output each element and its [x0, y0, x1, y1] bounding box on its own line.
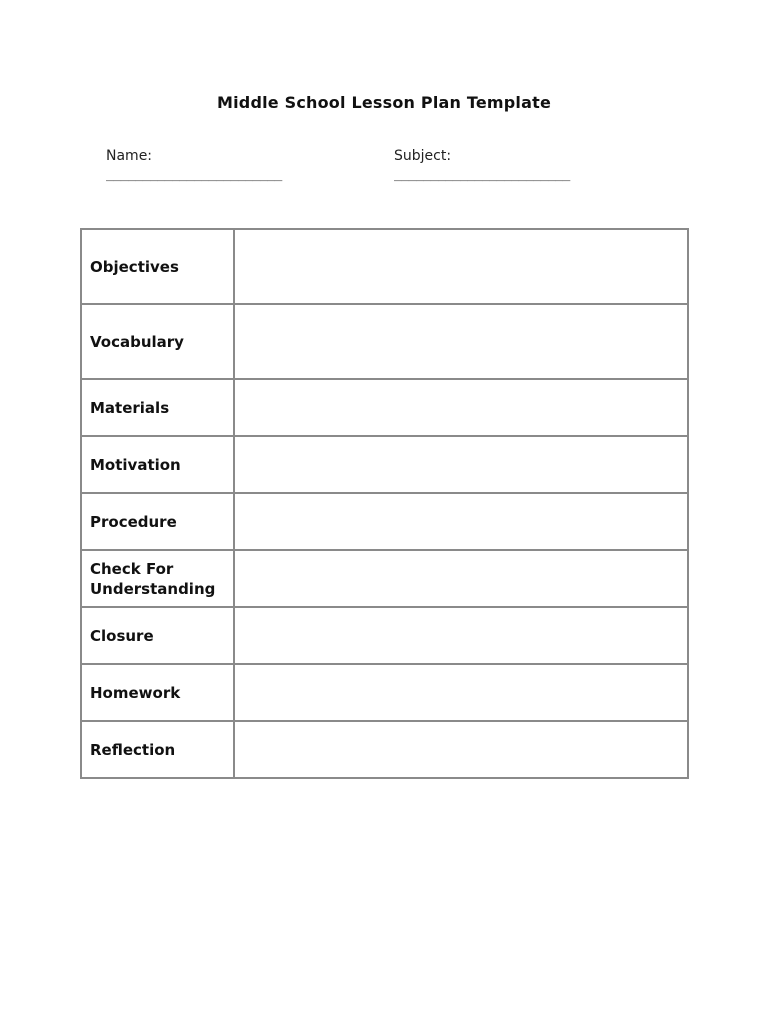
row-entry-vocabulary[interactable] — [234, 304, 688, 379]
row-entry-materials[interactable] — [234, 379, 688, 436]
table-row-vocabulary — [81, 304, 688, 379]
row-label-procedure: Procedure — [81, 493, 234, 550]
name-field[interactable] — [106, 148, 328, 182]
lesson-plan-table — [80, 228, 689, 779]
row-label-vocabulary: Vocabulary — [81, 304, 234, 379]
subject-label: Subject: — [394, 148, 452, 164]
table-row-closure — [81, 607, 688, 664]
row-label-objectives: Objectives — [81, 229, 234, 304]
row-label-reflection: Reflection — [81, 721, 234, 778]
name-blank-line[interactable]: ________________________ — [106, 168, 282, 182]
row-label-closure: Closure — [81, 607, 234, 664]
table-row-materials — [81, 379, 688, 436]
row-entry-objectives[interactable] — [234, 229, 688, 304]
page-title: Middle School Lesson Plan Template — [216, 93, 552, 112]
table-row-procedure — [81, 493, 688, 550]
row-entry-procedure[interactable] — [234, 493, 688, 550]
name-label: Name: — [106, 148, 153, 164]
row-label-homework: Homework — [81, 664, 234, 721]
table-row-objectives — [81, 229, 688, 304]
table-row-motivation — [81, 436, 688, 493]
row-entry-check-for-understanding[interactable] — [234, 550, 688, 607]
table-row-reflection — [81, 721, 688, 778]
row-entry-reflection[interactable] — [234, 721, 688, 778]
subject-blank-line[interactable]: ________________________ — [394, 168, 570, 182]
row-label-check-for-understanding: Check For Understanding — [81, 550, 234, 607]
subject-field[interactable] — [394, 148, 616, 182]
row-entry-homework[interactable] — [234, 664, 688, 721]
row-entry-closure[interactable] — [234, 607, 688, 664]
table-row-homework — [81, 664, 688, 721]
row-label-materials: Materials — [81, 379, 234, 436]
table-row-check-for-understanding — [81, 550, 688, 607]
row-label-motivation: Motivation — [81, 436, 234, 493]
row-entry-motivation[interactable] — [234, 436, 688, 493]
